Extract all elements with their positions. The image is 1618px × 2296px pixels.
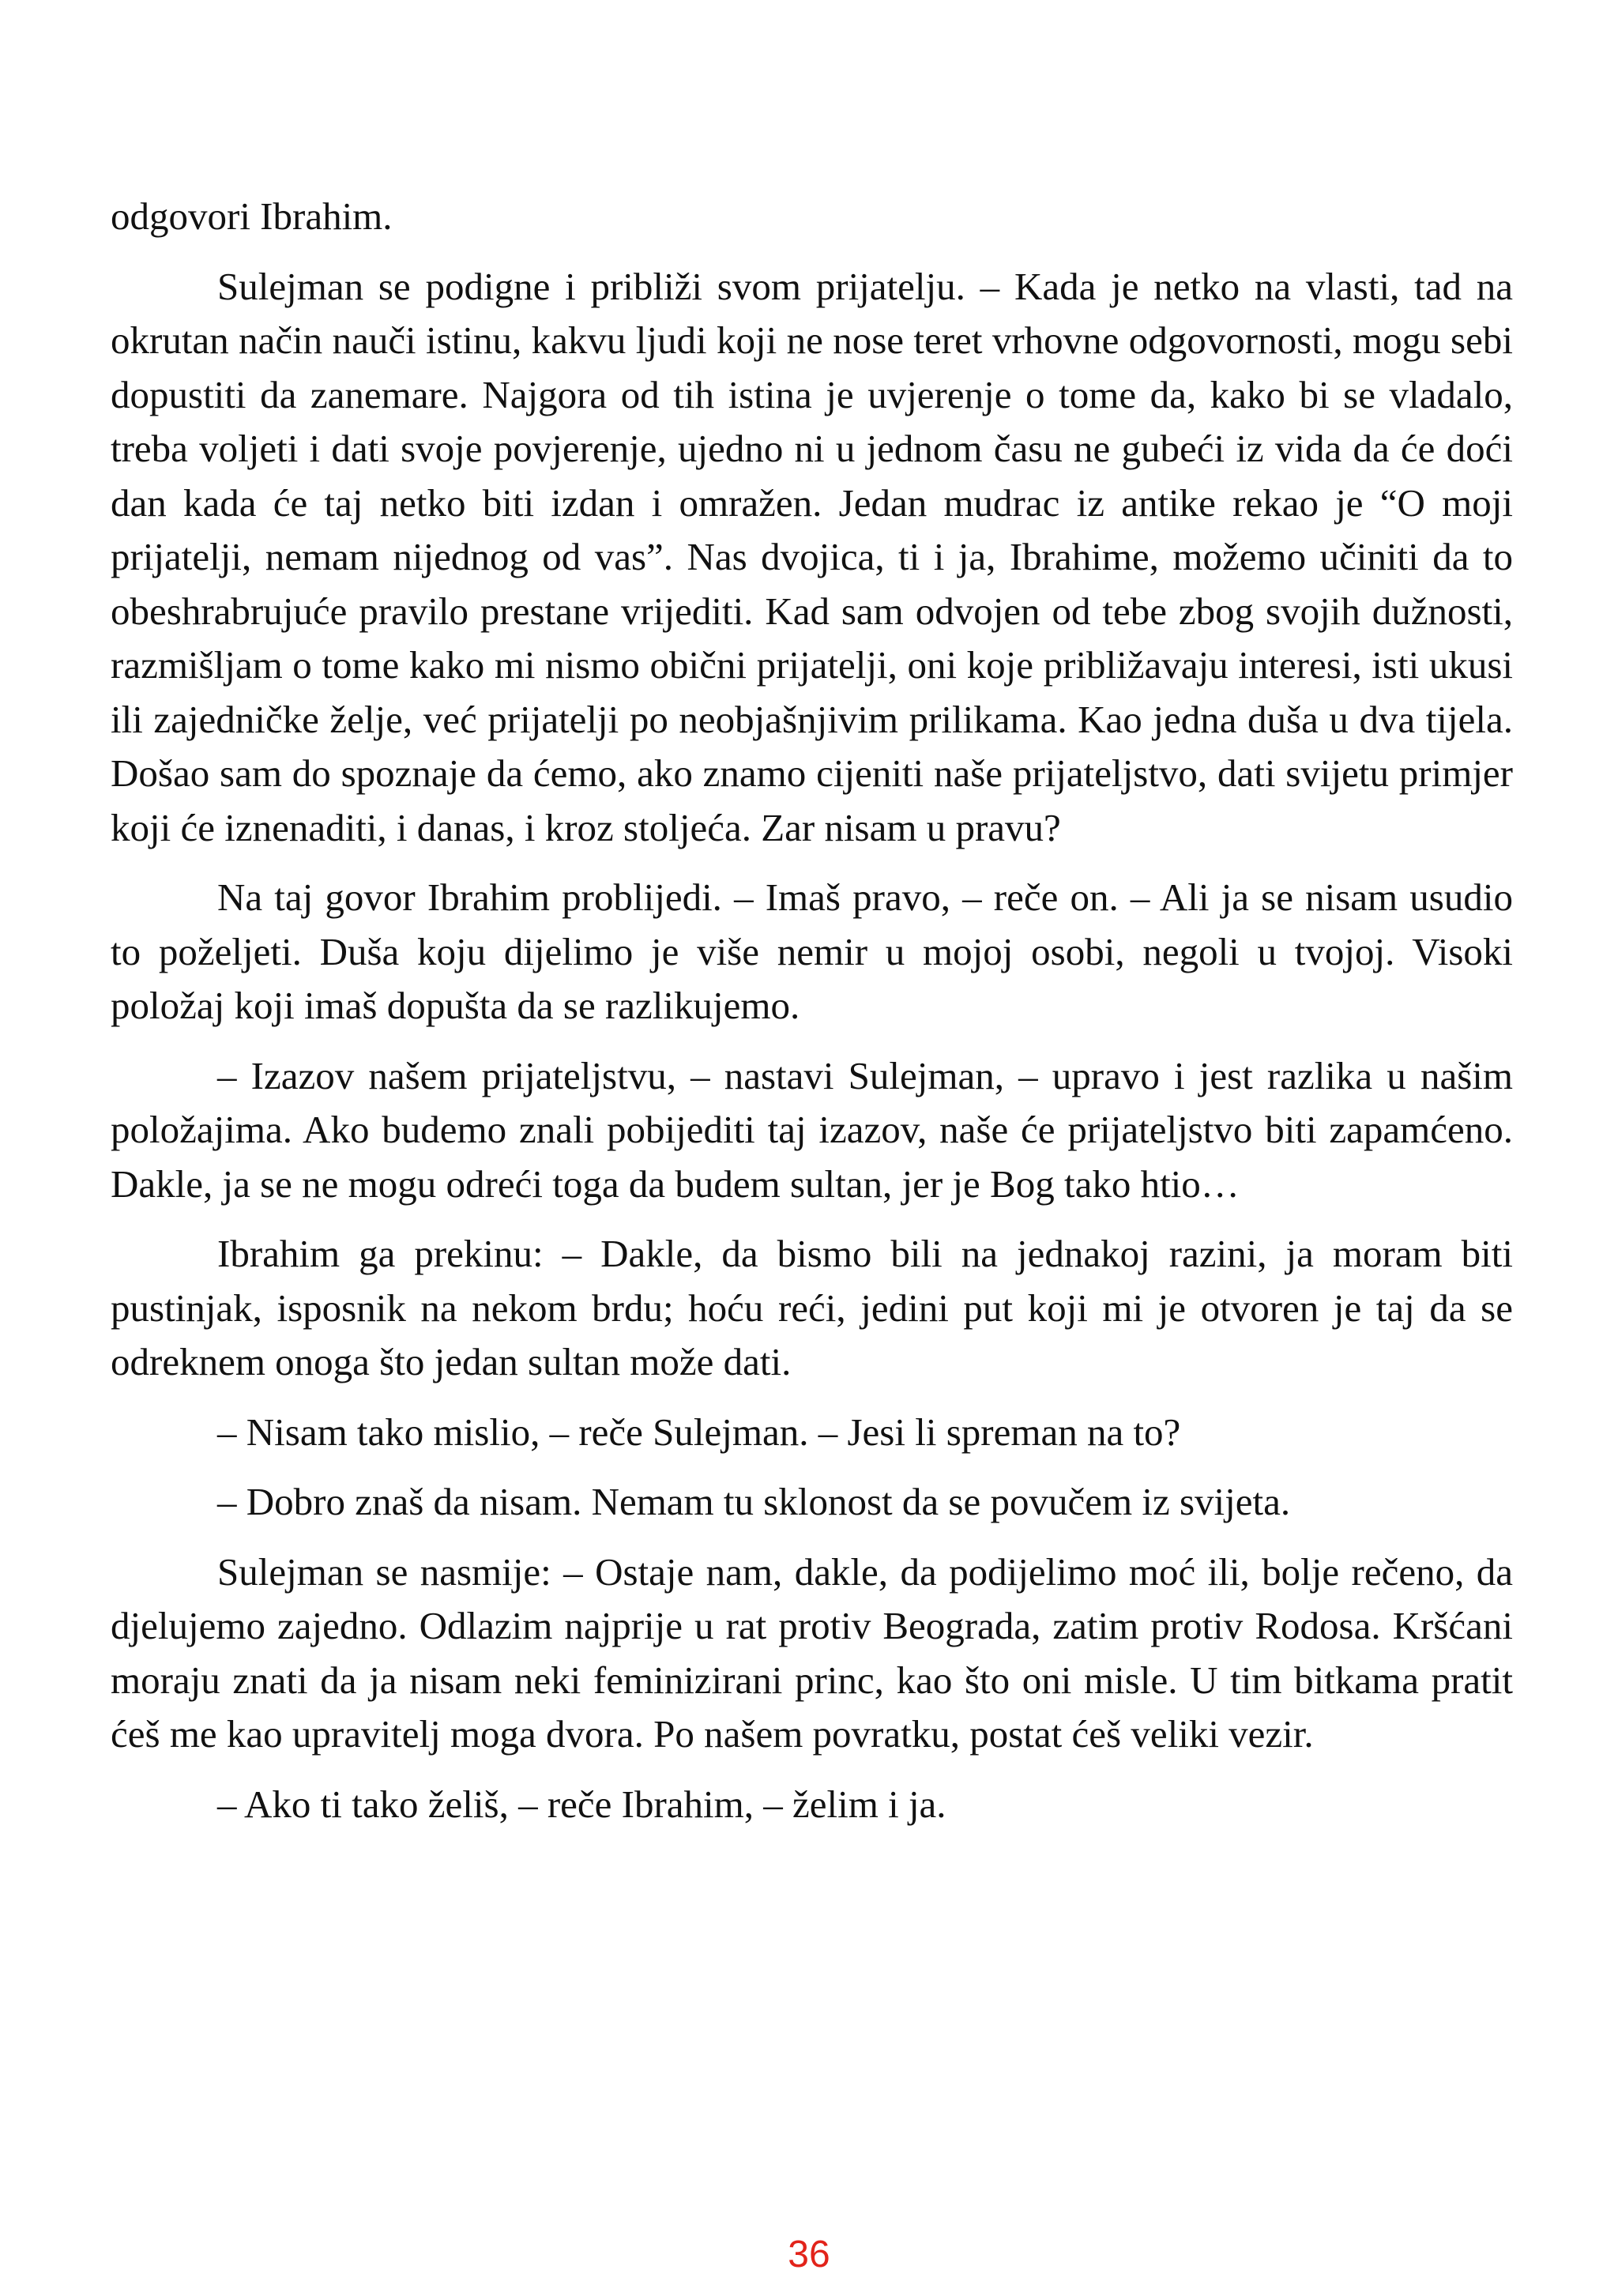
paragraph: Sulejman se podigne i približi svom prijatelju. – Kada je netko na vlasti, tad na okrutan način nauči istinu, kakvu ljudi koji ne nose teret vrhovne odgovornosti, mogu sebi dopustiti da zanemare. Najgora od tih istina je uvjerenje o tome da, kako bi se vladalo, treba voljeti i dati svoje povjerenje, ujedno ni u jednom času ne gubeći iz vida da će doći dan kada će taj netko biti izdan i omražen. Jedan mudrac iz antike rekao je “O moji prijatelji, nemam nijednog od vas”. Nas dvojica, ti i ja, Ibrahime, možemo učiniti da to obeshrabrujuće pravilo prestane vrijediti. Kad sam odvojen od tebe zbog svojih dužnosti, razmišljam o tome kako mi nismo obični prijatelji, oni koje približavaju interesi, isti ukusi ili zajedničke želje, već prijatelji po neobjašnjivim prilikama. Kao jedna duša u dva tijela. Došao sam do spoznaje da ćemo, ako znamo cijeniti naše prijateljstvo, dati svijetu primjer koji će iznenaditi, i danas, i kroz stoljeća. Zar nisam u pravu? [111,264,1513,849]
paragraph: Na taj govor Ibrahim problijedi. – Imaš pravo, – reče on. – Ali ja se nisam usudio to poželjeti. Duša koju dijelimo je više nemir u mojoj osobi, negoli u tvojoj. Visoki položaj koji imaš dopušta da se razlikujemo. [111,875,1513,1027]
paragraph: Ibrahim ga prekinu: – Dakle, da bismo bili na jednakoj razini, ja moram biti pustinjak, isposnik na nekom brdu; hoću reći, jedini put koji mi je otvoren je taj da se odreknem onoga što jedan sultan može dati. [111,1232,1513,1383]
paragraph: Sulejman se nasmije: – Ostaje nam, dakle, da podijelimo moć ili, bolje rečeno, da djelujemo zajedno. Odlazim najprije u rat protiv Beograda, zatim protiv Rodosa. Kršćani moraju znati da ja nisam neki feminizirani princ, kao što oni misle. U tim bitkama pratit ćeš me kao upravitelj moga dvora. Po našem povratku, postat ćeš veliki vezir. [111,1549,1513,1756]
paragraph: – Izazov našem prijateljstvu, – nastavi Sulejman, – upravo i jest razlika u našim položajima. Ako budemo znali pobijediti taj izazov, naše će prijateljstvo biti zapamćeno. Dakle, ja se ne mogu odreći toga da budem sultan, jer je Bog tako htio… [111,1053,1513,1206]
paragraph: odgovori Ibrahim. [111,194,393,238]
paragraph: – Ako ti tako želiš, – reče Ibrahim, – želim i ja. [217,1782,946,1826]
page-number: 36 [788,2234,830,2275]
paragraph: – Nisam tako mislio, – reče Sulejman. – Jesi li spreman na to? [217,1410,1181,1454]
paragraph: – Dobro znaš da nisam. Nemam tu sklonost da se povučem iz svijeta. [217,1480,1291,1523]
page-body [111,190,1513,1847]
